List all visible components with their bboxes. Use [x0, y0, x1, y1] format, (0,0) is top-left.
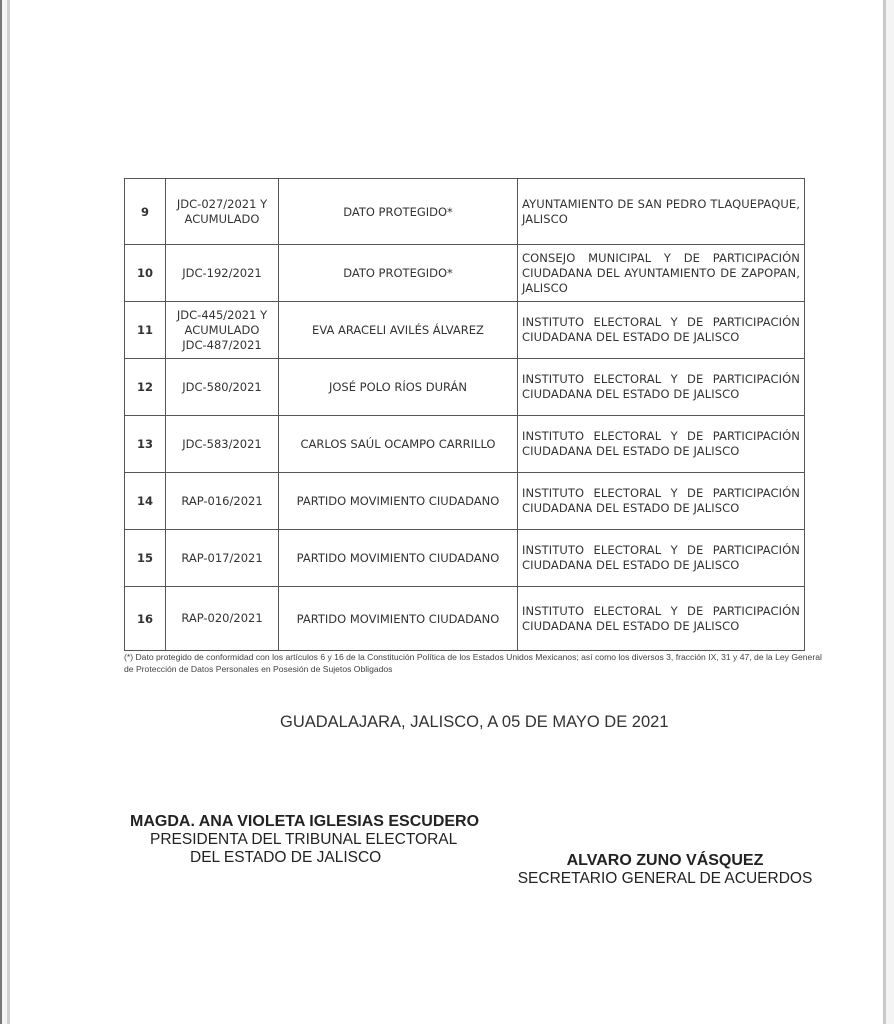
actor: DATO PROTEGIDO*	[279, 245, 518, 302]
case-number	[166, 302, 279, 359]
table-row	[125, 416, 805, 473]
viewer-frame-edge	[883, 0, 886, 1024]
table-row	[125, 359, 805, 416]
row-number: 9	[125, 179, 166, 245]
responsible-authority: INSTITUTO ELECTORAL Y DE PARTICIPACIÓN CIUDADANA DEL ESTADO DE JALISCO	[518, 473, 805, 530]
case-number-line: RAP-017/2021	[181, 550, 263, 565]
table-row	[125, 302, 805, 359]
responsible-authority: INSTITUTO ELECTORAL Y DE PARTICIPACIÓN CIUDADANA DEL ESTADO DE JALISCO	[518, 587, 805, 651]
row-number: 12	[125, 359, 166, 416]
responsible-authority: INSTITUTO ELECTORAL Y DE PARTICIPACIÓN CIUDADANA DEL ESTADO DE JALISCO	[518, 302, 805, 359]
responsible-authority: AYUNTAMIENTO DE SAN PEDRO TLAQUEPAQUE, JALISCO	[518, 179, 805, 245]
table-row	[125, 179, 805, 245]
actor: JOSÉ POLO RÍOS DURÁN	[279, 359, 518, 416]
actor: PARTIDO MOVIMIENTO CIUDADANO	[279, 530, 518, 587]
case-number-line: JDC-445/2021 Y	[176, 307, 268, 322]
case-number-line: ACUMULADO	[184, 322, 260, 337]
table-row	[125, 473, 805, 530]
responsible-authority: INSTITUTO ELECTORAL Y DE PARTICIPACIÓN CIUDADANA DEL ESTADO DE JALISCO	[518, 416, 805, 473]
case-number-line: JDC-192/2021	[182, 265, 262, 280]
table-row	[125, 530, 805, 587]
president-name: MAGDA. ANA VIOLETA IGLESIAS ESCUDERO	[130, 813, 480, 830]
footnote: (*) Dato protegido de conformidad con los artículos 6 y 16 de la Constitución Política de los Estados Unidos Mexicanos; así como los diversos 3, fracción IX, 31 y 47, de la Ley General de Protección de Datos Personales en Posesión de Sujetos Obligados	[124, 652, 822, 674]
actor: PARTIDO MOVIMIENTO CIUDADANO	[279, 587, 518, 651]
actor: CARLOS SAÚL OCAMPO CARRILLO	[279, 416, 518, 473]
row-number: 15	[125, 530, 166, 587]
case-number-line: RAP-016/2021	[181, 493, 263, 508]
signature-secretary	[505, 852, 825, 888]
place-date: GUADALAJARA, JALISCO, A 05 DE MAYO DE 2021	[280, 713, 669, 731]
responsible-authority: INSTITUTO ELECTORAL Y DE PARTICIPACIÓN CIUDADANA DEL ESTADO DE JALISCO	[518, 359, 805, 416]
case-number-line: JDC-027/2021 Y	[176, 196, 268, 211]
president-title-line2: DEL ESTADO DE JALISCO	[190, 849, 382, 866]
case-number	[166, 530, 279, 587]
case-number-line: JDC-583/2021	[182, 436, 262, 451]
table-row	[125, 587, 805, 651]
secretary-title: SECRETARIO GENERAL DE ACUERDOS	[517, 870, 813, 887]
case-number	[166, 416, 279, 473]
row-number: 14	[125, 473, 166, 530]
case-number	[166, 359, 279, 416]
table-row	[125, 245, 805, 302]
row-number: 13	[125, 416, 166, 473]
actor: PARTIDO MOVIMIENTO CIUDADANO	[279, 473, 518, 530]
case-number	[166, 179, 279, 245]
row-number: 16	[125, 587, 166, 651]
row-number: 10	[125, 245, 166, 302]
case-number-line: ACUMULADO	[184, 211, 260, 226]
case-number	[166, 473, 279, 530]
cases-table	[124, 178, 805, 651]
case-number-line: JDC-580/2021	[182, 379, 262, 394]
responsible-authority: CONSEJO MUNICIPAL Y DE PARTICIPACIÓN CIUDADANA DEL AYUNTAMIENTO DE ZAPOPAN, JALISCO	[518, 245, 805, 302]
row-number: 11	[125, 302, 166, 359]
case-number	[166, 587, 279, 651]
responsible-authority: INSTITUTO ELECTORAL Y DE PARTICIPACIÓN CIUDADANA DEL ESTADO DE JALISCO	[518, 530, 805, 587]
case-number	[166, 245, 279, 302]
president-title-line1: PRESIDENTA DEL TRIBUNAL ELECTORAL	[150, 831, 458, 848]
signature-president	[130, 813, 510, 867]
secretary-name: ALVARO ZUNO VÁSQUEZ	[566, 852, 764, 869]
case-number-line: RAP-020/2021	[181, 611, 263, 625]
case-number-line: JDC-487/2021	[182, 337, 262, 352]
actor: EVA ARACELI AVILÉS ÁLVAREZ	[279, 302, 518, 359]
actor: DATO PROTEGIDO*	[279, 179, 518, 245]
viewer-frame-edge	[0, 0, 2, 1024]
